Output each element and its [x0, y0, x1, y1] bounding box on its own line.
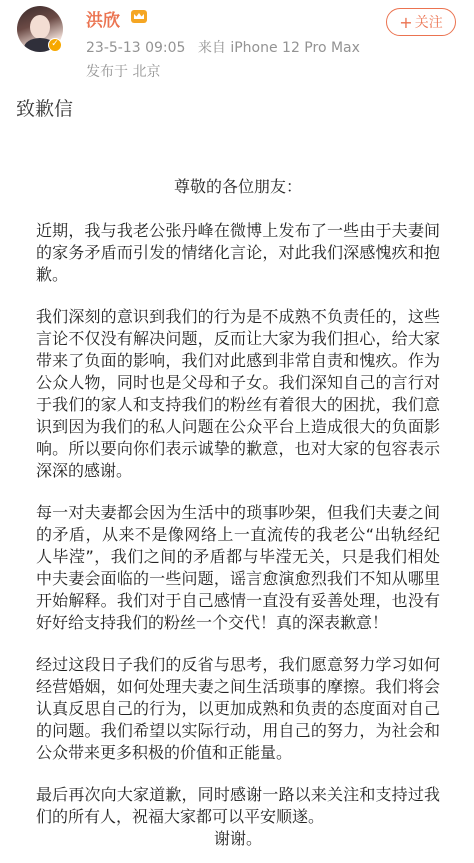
post-location: 发布于 北京: [86, 64, 161, 80]
avatar-face: [30, 15, 50, 39]
follow-label: 关注: [414, 15, 443, 31]
post-source: 来自 iPhone 12 Pro Max: [197, 40, 360, 56]
plus-icon: +: [399, 12, 413, 32]
letter-greeting: 尊敬的各位朋友：: [173, 177, 302, 196]
letter-paragraph: 经过这段日子我们的反省与思考，我们愿意努力学习如何经营婚姻，如何处理夫妻之间生活琐事的摩擦。我们将会认真反思自己的行为，以更加成熟和负责的态度面对自己的问题。我们希望以实际行动，用自己的努力，为社会和公众带来更多积极的价值和正能量。: [36, 655, 440, 762]
letter-paragraph: 每一对夫妻都会因为生活中的琐事吵架，但我们夫妻之间的矛盾，从来不是像网络上一直流传的我老公“出轨经纪人毕滢”，我们之间的矛盾都与毕滢无关，只是我们相处中夫妻会面临的一些问题，谣言愈演愈烈我们不知从哪里开始解释。我们对于自己感情一直没有妥善处理，也没有好好给支持我们的粉丝一个交代！真的深表歉意！: [36, 503, 440, 632]
post-title: 致歉信: [16, 98, 74, 120]
post-header: [0, 0, 474, 90]
letter-closing: 谢谢。: [213, 829, 262, 848]
username[interactable]: 洪欣: [86, 11, 120, 31]
verified-badge-icon: ✓: [48, 38, 62, 52]
follow-button[interactable]: [386, 8, 456, 36]
post-meta: [86, 37, 368, 57]
crown-icon: [130, 8, 148, 24]
letter-paragraph: 我们深刻的意识到我们的行为是不成熟不负责任的，这些言论不仅没有解决问题，反而让大家为我们担心，给大家带来了负面的影响，我们对此感到非常自责和愧疚。作为公众人物，同时也是父母和子女。我们深知自己的言行对于我们的家人和支持我们的粉丝有着很大的困扰，我们意识到因为我们的私人问题在公众平台上造成很大的负面影响。所以要向你们表示诚挚的歉意，也对大家的包容表示深深的感谢。: [36, 307, 440, 480]
letter-paragraph: 近期，我与我老公张丹峰在微博上发布了一些由于夫妻间的家务矛盾而引发的情绪化言论，对此我们深感愧疚和抱歉。: [36, 221, 440, 284]
post-timestamp: 23-5-13 09:05: [86, 40, 186, 56]
letter-body: [36, 176, 440, 850]
letter-paragraph: 最后再次向大家道歉，同时感谢一路以来关注和支持过我们的所有人，祝福大家都可以平安顺遂。: [36, 785, 440, 826]
